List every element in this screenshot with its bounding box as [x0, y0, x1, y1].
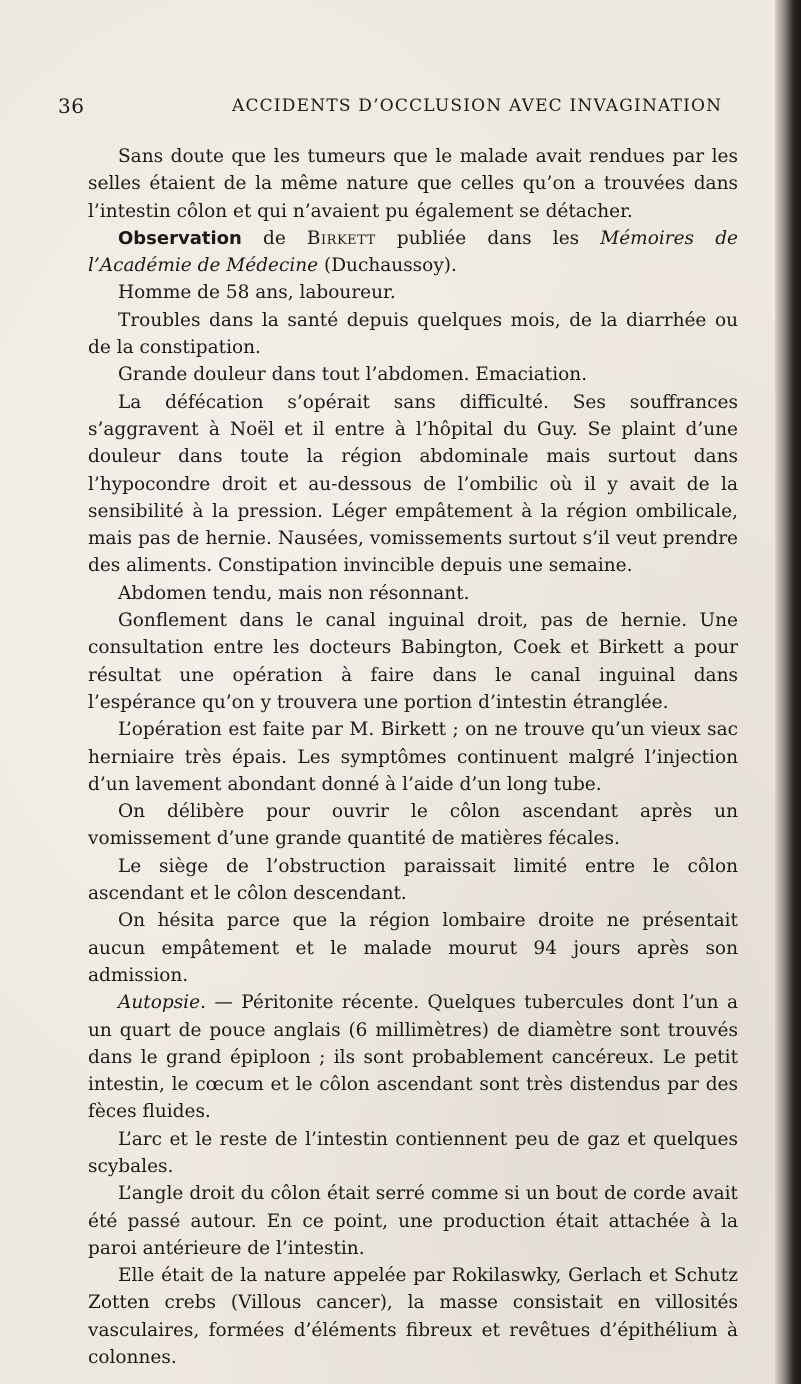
body-text [88, 143, 738, 1371]
paragraph: Troubles dans la santé depuis quelques mois, de la diarrhée ou de la constipation. [88, 309, 738, 359]
page-header [58, 94, 738, 124]
paragraph: Sans doute que les tumeurs que le malade avait rendues par les selles étaient de la même nature que celles qu’on a trouvées dans l’intestin côlon et qui n’avaient pu également se détacher. [88, 146, 738, 222]
paragraph: Gonflement dans le canal inguinal droit, pas de hernie. Une consultation entre les docteurs Babington, Coek et Birkett a pour résultat une opération à faire dans le canal inguinal dans l’espérance qu’on y trouvera une portion d’intestin étranglée. [88, 610, 738, 713]
book-binding-edge [775, 0, 801, 1384]
paragraph: L’angle droit du côlon était serré comme si un bout de corde avait été passé autour. En ce point, une production était attachée à la paroi antérieure de l’intestin. [88, 1183, 738, 1259]
page-number: 36 [58, 94, 85, 118]
paragraph: Elle était de la nature appelée par Rokilaswky, Gerlach et Schutz Zotten crebs (Villous cancer), la masse consistait en villosités vasculaires, formées d’éléments fibreux et revêtues d’épithélium à colonnes. [88, 1265, 738, 1369]
observation-heading-paragraph: Observation de Birkett publiée dans les Mémoires de l’Académie de Médecine (Duchaussoy). [88, 227, 738, 277]
observation-label: Observation [118, 227, 242, 249]
running-title: ACCIDENTS D’OCCLUSION AVEC INVAGINATION [232, 96, 723, 116]
paragraph: L’arc et le reste de l’intestin contiennent peu de gaz et quelques scybales. [88, 1128, 738, 1177]
paragraph: On délibère pour ouvrir le côlon ascendant après un vomissement d’une grande quantité de matières fécales. [88, 801, 738, 850]
paragraph: Le siège de l’obstruction paraissait limité entre le côlon ascendant et le côlon descendant. [88, 855, 738, 905]
author-name: Birkett [306, 227, 376, 249]
autopsy-paragraph: Autopsie. — Péritonite récente. Quelques tubercules dont l’un a un quart de pouce anglais (6 millimètres) de diamètre sont trouvés dans le grand épiploon ; ils sont probablement cancéreux. Le petit intestin, le cœcum et le côlon ascendant sont très distendus par des fèces fluides. [88, 992, 738, 1123]
paragraph: La défécation s’opérait sans difficulté. Ses souffrances s’aggravent à Noël et il entre à l’hôpital du Guy. Se plaint d’une douleur dans toute la région abdominale mais surtout dans l’hypocondre droit et au-dessous de l’ombilic où il y avait de la sensibilité à la pression. Léger empâtement à la région ombilicale, mais pas de hernie. Nausées, vomissements surtout s’il veut prendre des aliments. Constipation invincible depuis une semaine. [88, 391, 738, 577]
paragraph: Homme de 58 ans, laboureur. [118, 282, 396, 304]
paragraph: L’opération est faite par M. Birkett ; on ne trouve qu’un vieux sac herniaire très épais. Les symptômes continuent malgré l’injection d’un lavement abondant donné à l’aide d’un long tube. [88, 719, 738, 795]
paragraph: On hésita parce que la région lombaire droite ne présentait aucun empâtement et le malade mourut 94 jours après son admission. [88, 910, 738, 986]
paragraph: Grande douleur dans tout l’abdomen. Emaciation. [118, 364, 588, 386]
paragraph: Abdomen tendu, mais non résonnant. [118, 582, 470, 604]
publication-title: Mémoires de l’Académie de Médecine [88, 227, 738, 277]
autopsy-label: Autopsie [118, 992, 201, 1014]
